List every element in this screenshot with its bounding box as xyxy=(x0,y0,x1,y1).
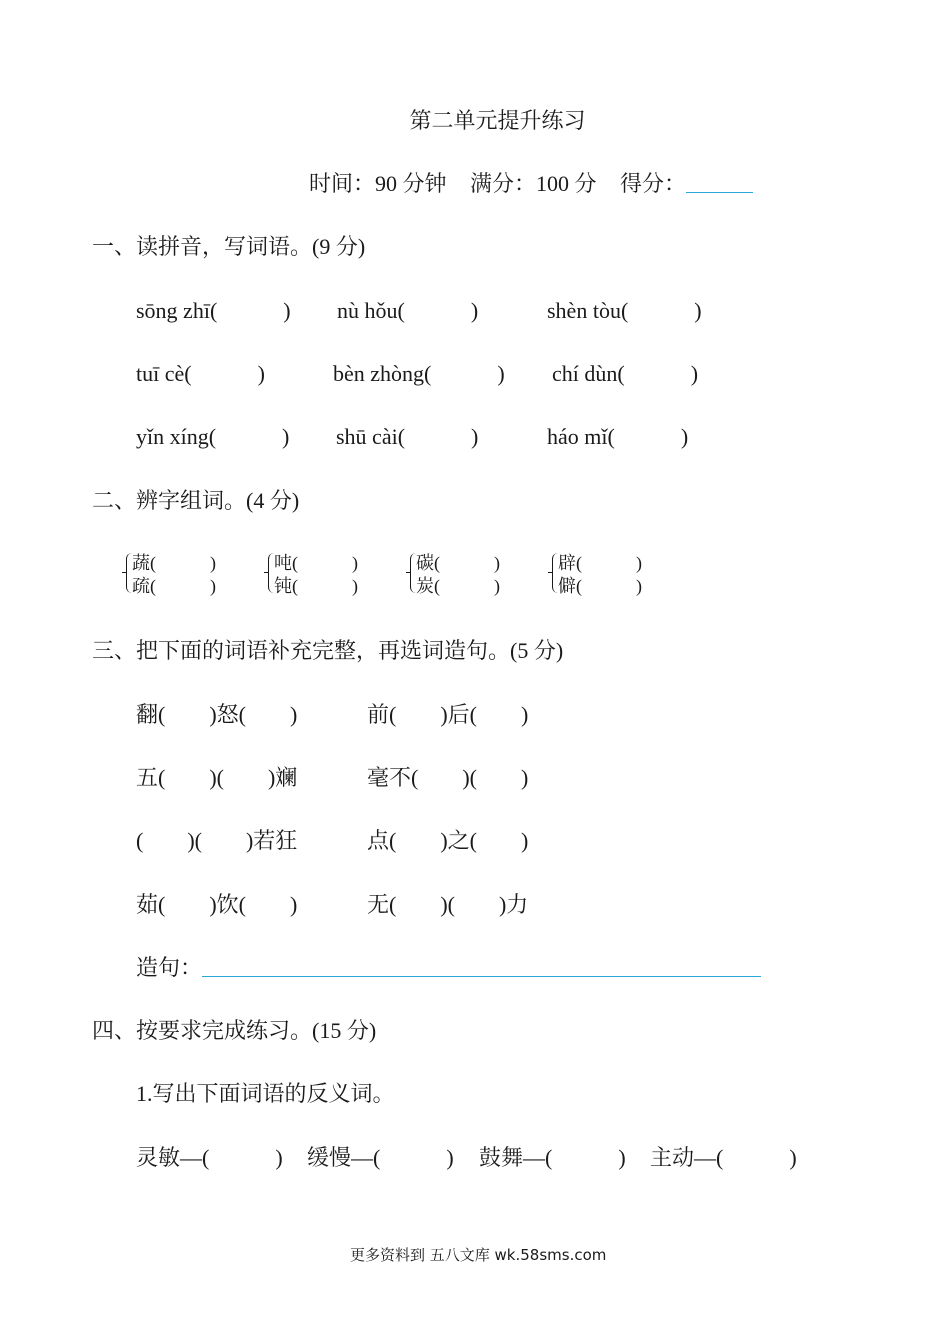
pinyin-item[interactable]: chí dùn( ) xyxy=(552,361,699,386)
pinyin-item[interactable]: shèn tòu( ) xyxy=(547,298,702,323)
idiom-item[interactable]: 翻( )怒( ) xyxy=(136,702,298,727)
char-pair-item[interactable]: 钝( ) xyxy=(274,576,358,596)
pinyin-item[interactable]: nù hǒu( ) xyxy=(337,298,479,323)
section-1-heading: 一、读拼音，写词语。(9 分) xyxy=(92,234,366,259)
idiom-item[interactable]: 毫不( )( ) xyxy=(367,765,529,790)
antonym-item[interactable]: 主动—( ) xyxy=(650,1145,797,1170)
idiom-item[interactable]: 无( )( )力 xyxy=(367,892,529,917)
score-label: 得分： xyxy=(620,171,687,196)
exam-full-score: 满分：100 分 xyxy=(470,171,597,196)
pinyin-item[interactable]: yǐn xíng( ) xyxy=(136,424,290,449)
score-input-line[interactable] xyxy=(686,192,753,193)
antonym-item[interactable]: 缓慢—( ) xyxy=(307,1145,454,1170)
pinyin-item[interactable]: háo mǐ( ) xyxy=(547,424,689,449)
antonym-item[interactable]: 鼓舞—( ) xyxy=(479,1145,626,1170)
pinyin-item[interactable]: sōng zhī( ) xyxy=(136,298,291,323)
char-pair-item[interactable]: 疏( ) xyxy=(132,576,216,596)
char-pair-item[interactable]: 吨( ) xyxy=(274,553,358,573)
pinyin-item[interactable]: tuī cè( ) xyxy=(136,361,265,386)
idiom-item[interactable]: 茹( )饮( ) xyxy=(136,892,298,917)
char-pair-item[interactable]: 蔬( ) xyxy=(132,553,216,573)
char-pair-item[interactable]: 辟( ) xyxy=(558,553,642,573)
antonym-item[interactable]: 灵敏—( ) xyxy=(136,1145,283,1170)
section-3-heading: 三、把下面的词语补充完整，再选词造句。(5 分) xyxy=(92,638,564,663)
char-pair-item[interactable]: 炭( ) xyxy=(416,576,500,596)
pinyin-item[interactable]: bèn zhòng( ) xyxy=(333,361,505,386)
page-title: 第二单元提升练习 xyxy=(409,108,586,133)
sentence-label: 造句： xyxy=(136,955,203,980)
idiom-item[interactable]: 前( )后( ) xyxy=(367,702,529,727)
pinyin-item[interactable]: shū cài( ) xyxy=(336,424,479,449)
idiom-item[interactable]: 点( )之( ) xyxy=(367,828,529,853)
exam-time: 时间：90 分钟 xyxy=(309,171,447,196)
char-pair-item[interactable]: 碳( ) xyxy=(416,553,500,573)
section-4-heading: 四、按要求完成练习。(15 分) xyxy=(92,1018,377,1043)
idiom-item[interactable]: ( )( )若狂 xyxy=(136,828,298,853)
footer-link[interactable]: 更多资料到 五八文库 wk.58sms.com xyxy=(350,1246,607,1264)
char-pair-item[interactable]: 僻( ) xyxy=(558,576,642,596)
idiom-item[interactable]: 五( )( )斓 xyxy=(136,765,298,790)
section-2-heading: 二、辨字组词。(4 分) xyxy=(92,488,300,513)
sentence-input-line[interactable] xyxy=(202,976,761,977)
question-1: 1.写出下面词语的反义词。 xyxy=(136,1081,395,1106)
